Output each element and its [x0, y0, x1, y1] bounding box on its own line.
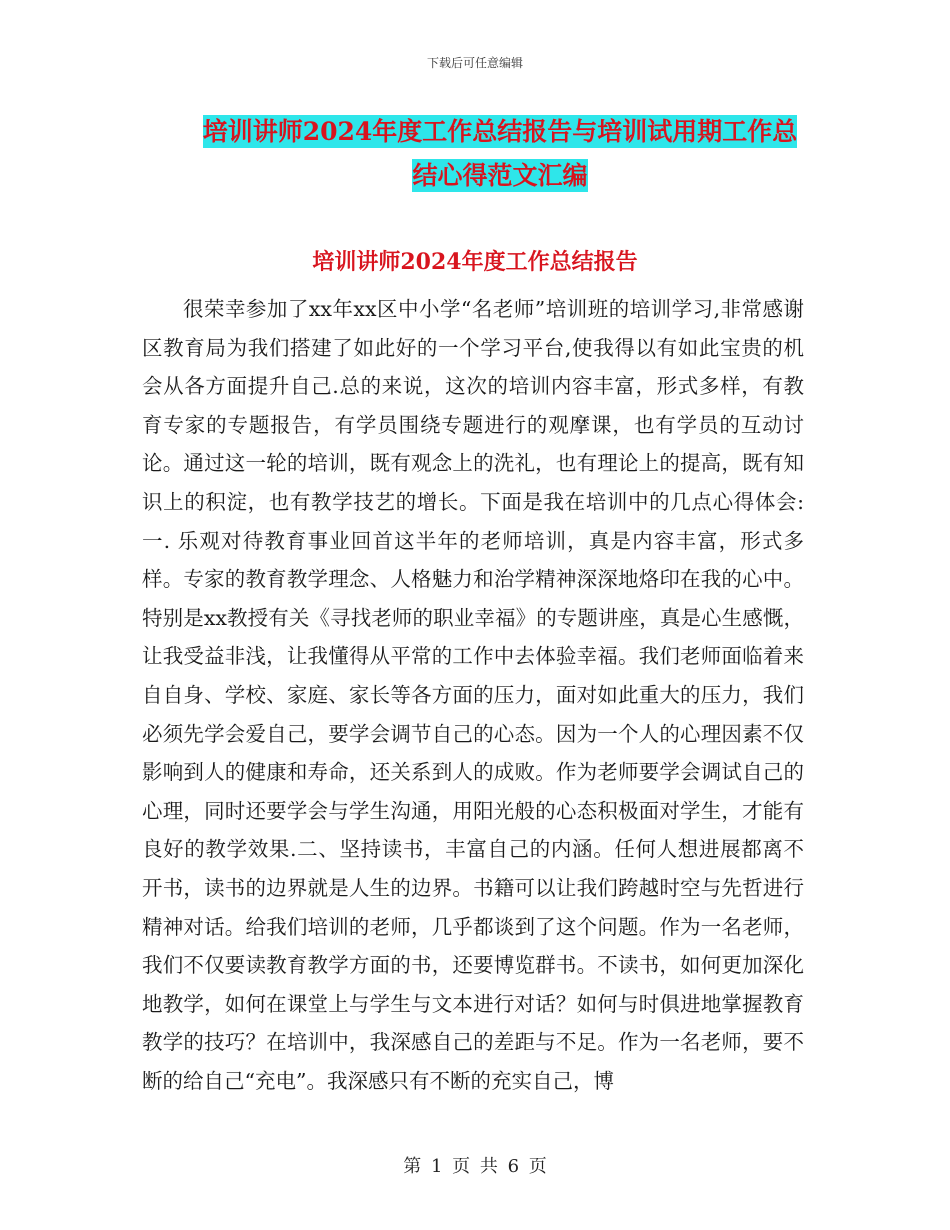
document-title-line-1: 培训讲师2024年度工作总结报告与培训试用期工作总 [202, 117, 798, 146]
document-title [150, 110, 850, 198]
header-note: 下载后可任意编辑 [426, 56, 523, 70]
document-title-line-2: 结心得范文汇编 [412, 161, 588, 190]
page-footer: 第 1 页 共 6 页 [403, 1156, 547, 1177]
section-title: 培训讲师2024年度工作总结报告 [312, 249, 638, 275]
body-paragraph: 很荣幸参加了xx年xx区中小学“名老师”培训班的培训学习,非常感谢区教育局为我们搭建了如此好的一个学习平台,使我得以有如此宝贵的机会从各方面提升自己.总的来说，这次的培训内容丰富，形式多样，有教育专家的专题报告，有学员围绕专题进行的观摩课，也有学员的互动讨论。通过这一轮的培训，既有观念上的洗礼，也有理论上的提高，既有知识上的积淀，也有教学技艺的增长。下面是我在培训中的几点心得体会:一. 乐观对待教育事业回首这半年的老师培训，真是内容丰富，形式多样。专家的教育教学理念、人格魅力和治学精神深深地烙印在我的心中。特别是xx教授有关《寻找老师的职业幸福》的专题讲座，真是心生感慨，让我受益非浅，让我懂得从平常的工作中去体验幸福。我们老师面临着来自自身、学校、家庭、家长等各方面的压力，面对如此重大的压力，我们必须先学会爱自己，要学会调节自己的心态。因为一个人的心理因素不仅影响到人的健康和寿命，还关系到人的成败。作为老师要学会调试自己的心理，同时还要学会与学生沟通，用阳光般的心态积极面对学生，才能有良好的教学效果.二、坚持读书，丰富自己的内涵。任何人想进展都离不开书，读书的边界就是人生的边界。书籍可以让我们跨越时空与先哲进行精神对话。给我们培训的老师，几乎都谈到了这个问题。作为一名老师，我们不仅要读教育教学方面的书，还要博览群书。不读书，如何更加深化地教学，如何在课堂上与学生与文本进行对话？如何与时俱进地掌握教育教学的技巧？在培训中，我深感自己的差距与不足。作为一名老师，要不断的给自己“充电”。我深感只有不断的充实自己，博 [142, 297, 804, 1093]
